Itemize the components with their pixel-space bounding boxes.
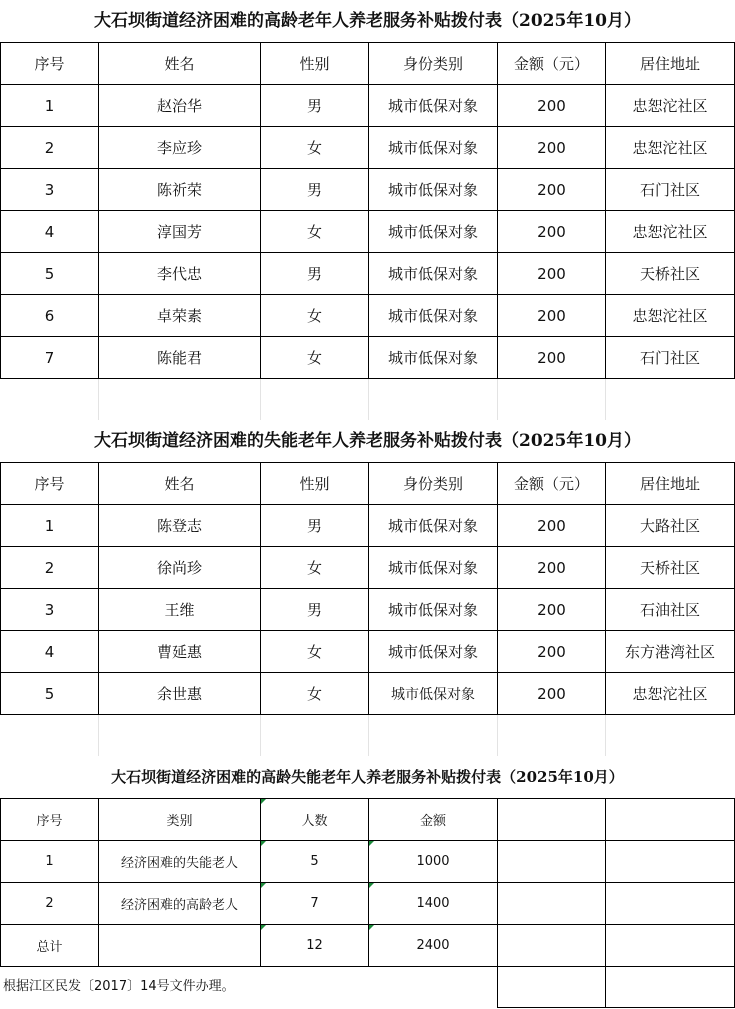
header-cell[interactable]: 金额 — [369, 799, 498, 841]
table-row — [1, 547, 735, 589]
cell[interactable]: 曹延惠 — [99, 631, 261, 673]
cell[interactable]: 忠恕沱社区 — [606, 85, 735, 127]
cell[interactable]: 女 — [261, 211, 369, 253]
cell[interactable]: 陈祈荣 — [99, 169, 261, 211]
cell[interactable]: 女 — [261, 673, 369, 715]
cell[interactable]: 200 — [498, 547, 606, 589]
cell[interactable]: 陈能君 — [99, 337, 261, 379]
table-row — [1, 883, 735, 925]
cell[interactable]: 200 — [498, 295, 606, 337]
table-row — [1, 169, 735, 211]
table-row — [1, 631, 735, 673]
cell[interactable]: 男 — [261, 253, 369, 295]
cell[interactable]: 男 — [261, 85, 369, 127]
cell[interactable]: 赵治华 — [99, 85, 261, 127]
table2 — [0, 462, 735, 715]
cell[interactable]: 5 — [1, 253, 99, 295]
empty-cell[interactable] — [498, 841, 606, 883]
cell[interactable]: 城市低保对象 — [369, 211, 498, 253]
empty-cell[interactable] — [606, 799, 735, 841]
table3-title: 大石坝街道经济困难的高龄失能老年人养老服务补贴拨付表（2025年10月） — [111, 768, 624, 786]
cell[interactable]: 城市低保对象 — [369, 589, 498, 631]
cell[interactable]: 城市低保对象 — [369, 127, 498, 169]
cell[interactable]: 总计 — [1, 925, 99, 967]
cell[interactable]: 男 — [261, 505, 369, 547]
header-cell[interactable]: 性别 — [261, 43, 369, 85]
cell[interactable]: 200 — [498, 505, 606, 547]
table3-header-row — [1, 799, 735, 841]
cell[interactable]: 200 — [498, 85, 606, 127]
cell[interactable]: 石门社区 — [606, 337, 735, 379]
header-cell[interactable]: 类别 — [99, 799, 261, 841]
cell[interactable]: 4 — [1, 211, 99, 253]
note-row — [0, 966, 735, 1009]
cell[interactable]: 城市低保对象 — [369, 673, 498, 715]
cell[interactable]: 城市低保对象 — [369, 631, 498, 673]
empty-cell[interactable] — [606, 883, 735, 925]
cell[interactable]: 200 — [498, 631, 606, 673]
header-cell[interactable]: 金额（元） — [498, 43, 606, 85]
cell[interactable]: 城市低保对象 — [369, 169, 498, 211]
cell[interactable]: 200 — [498, 337, 606, 379]
cell[interactable]: 200 — [498, 127, 606, 169]
table-row — [1, 589, 735, 631]
cell[interactable]: 城市低保对象 — [369, 85, 498, 127]
header-cell[interactable]: 居住地址 — [606, 43, 735, 85]
empty-row-gap — [0, 715, 735, 756]
cell[interactable]: 2 — [1, 127, 99, 169]
table1-title: 大石坝街道经济困难的高龄老年人养老服务补贴拨付表（2025年10月） — [94, 11, 641, 31]
table-row — [1, 211, 735, 253]
cell[interactable]: 3 — [1, 169, 99, 211]
cell[interactable]: 200 — [498, 253, 606, 295]
cell[interactable]: 女 — [261, 547, 369, 589]
cell[interactable]: 东方港湾社区 — [606, 631, 735, 673]
cell[interactable]: 天桥社区 — [606, 253, 735, 295]
table2-header-row — [1, 463, 735, 505]
empty-cell[interactable] — [498, 925, 606, 967]
header-cell[interactable]: 人数 — [261, 799, 369, 841]
table1-header-row — [1, 43, 735, 85]
header-cell[interactable]: 序号 — [1, 463, 99, 505]
cell[interactable]: 女 — [261, 631, 369, 673]
cell[interactable]: 卓荣素 — [99, 295, 261, 337]
header-cell[interactable]: 性别 — [261, 463, 369, 505]
header-cell[interactable]: 序号 — [1, 43, 99, 85]
cell[interactable] — [99, 925, 261, 967]
cell[interactable]: 男 — [261, 169, 369, 211]
table1 — [0, 42, 735, 379]
cell[interactable]: 男 — [261, 589, 369, 631]
cell[interactable]: 7 — [1, 337, 99, 379]
cell[interactable]: 城市低保对象 — [369, 253, 498, 295]
table-row — [1, 841, 735, 883]
note-text[interactable]: 根据江区民发〔2017〕14号文件办理。 — [3, 979, 235, 994]
header-cell[interactable]: 居住地址 — [606, 463, 735, 505]
table2-title: 大石坝街道经济困难的失能老年人养老服务补贴拨付表（2025年10月） — [94, 431, 641, 451]
header-cell[interactable]: 金额（元） — [498, 463, 606, 505]
cell[interactable]: 大路社区 — [606, 505, 735, 547]
cell[interactable]: 徐尚珍 — [99, 547, 261, 589]
cell[interactable]: 李代忠 — [99, 253, 261, 295]
empty-cell[interactable] — [605, 966, 735, 1008]
cell[interactable]: 200 — [498, 673, 606, 715]
cell[interactable]: 女 — [261, 295, 369, 337]
cell[interactable]: 石门社区 — [606, 169, 735, 211]
cell[interactable]: 经济困难的失能老人 — [99, 841, 261, 883]
table-row — [1, 127, 735, 169]
empty-row-gap — [0, 379, 735, 420]
cell[interactable]: 2 — [1, 883, 99, 925]
table3 — [0, 798, 735, 967]
table-row — [1, 85, 735, 127]
cell[interactable]: 2 — [1, 547, 99, 589]
cell[interactable]: 王维 — [99, 589, 261, 631]
cell[interactable]: 淳国芳 — [99, 211, 261, 253]
cell[interactable]: 4 — [1, 631, 99, 673]
cell[interactable]: 城市低保对象 — [369, 547, 498, 589]
empty-cell[interactable] — [606, 925, 735, 967]
table-row — [1, 673, 735, 715]
table-row — [1, 337, 735, 379]
cell[interactable]: 7 — [261, 883, 369, 925]
empty-cell[interactable] — [498, 799, 606, 841]
cell[interactable]: 1000 — [369, 841, 498, 883]
header-cell[interactable]: 姓名 — [99, 463, 261, 505]
empty-cell[interactable] — [498, 883, 606, 925]
cell[interactable]: 天桥社区 — [606, 547, 735, 589]
table-row — [1, 925, 735, 967]
header-cell[interactable]: 身份类别 — [369, 43, 498, 85]
header-cell[interactable]: 身份类别 — [369, 463, 498, 505]
cell[interactable]: 女 — [261, 337, 369, 379]
cell[interactable]: 忠恕沱社区 — [606, 295, 735, 337]
cell[interactable]: 余世惠 — [99, 673, 261, 715]
cell[interactable]: 陈登志 — [99, 505, 261, 547]
table-row — [1, 505, 735, 547]
table-row — [1, 253, 735, 295]
cell[interactable]: 城市低保对象 — [369, 295, 498, 337]
cell[interactable]: 2400 — [369, 925, 498, 967]
cell[interactable]: 3 — [1, 589, 99, 631]
cell[interactable]: 5 — [261, 841, 369, 883]
cell[interactable]: 女 — [261, 127, 369, 169]
empty-cell[interactable] — [606, 841, 735, 883]
header-cell[interactable]: 姓名 — [99, 43, 261, 85]
cell[interactable]: 1 — [1, 841, 99, 883]
cell[interactable]: 1 — [1, 505, 99, 547]
cell[interactable]: 12 — [261, 925, 369, 967]
cell[interactable]: 忠恕沱社区 — [606, 211, 735, 253]
header-cell[interactable]: 序号 — [1, 799, 99, 841]
cell[interactable]: 200 — [498, 589, 606, 631]
cell[interactable]: 200 — [498, 211, 606, 253]
cell[interactable]: 李应珍 — [99, 127, 261, 169]
cell[interactable]: 6 — [1, 295, 99, 337]
cell[interactable]: 1 — [1, 85, 99, 127]
cell[interactable]: 城市低保对象 — [369, 337, 498, 379]
cell[interactable]: 经济困难的高龄老人 — [99, 883, 261, 925]
empty-cell[interactable] — [497, 966, 606, 1008]
cell[interactable]: 1400 — [369, 883, 498, 925]
cell[interactable]: 石油社区 — [606, 589, 735, 631]
cell[interactable]: 5 — [1, 673, 99, 715]
cell[interactable]: 忠恕沱社区 — [606, 127, 735, 169]
cell[interactable]: 忠恕沱社区 — [606, 673, 735, 715]
table-row — [1, 295, 735, 337]
cell[interactable]: 200 — [498, 169, 606, 211]
cell[interactable]: 城市低保对象 — [369, 505, 498, 547]
